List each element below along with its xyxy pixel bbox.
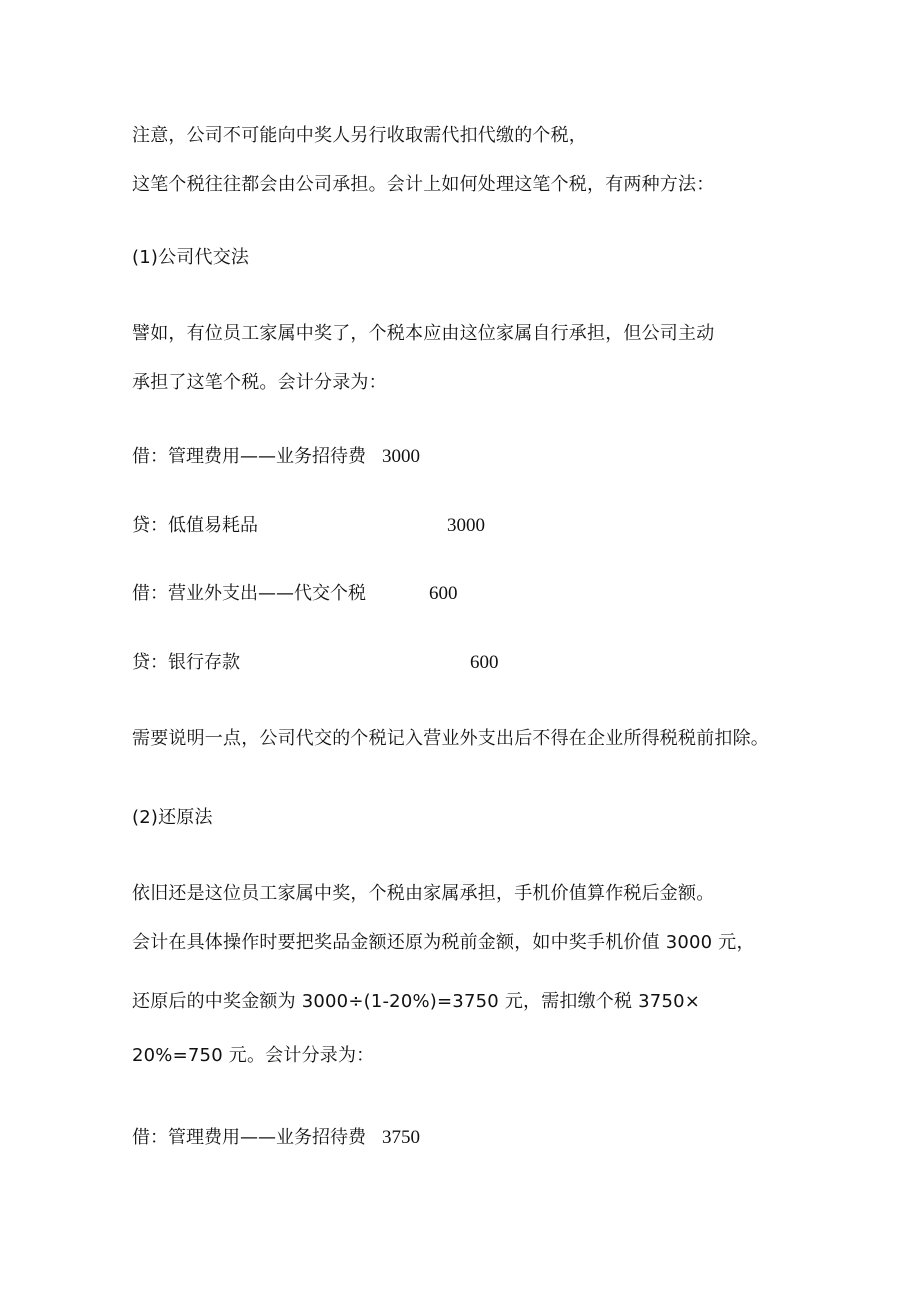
paragraph-example-2b: 会计在具体操作时要把奖品金额还原为税前金额，如中奖手机价值 3000 元， (132, 932, 755, 953)
journal-entry-row (132, 445, 832, 469)
paragraph-example-2a: 依旧还是这位员工家属中奖，个税由家属承担，手机价值算作税后金额。 (132, 883, 715, 904)
journal-entry-row (132, 582, 832, 606)
paragraph-two-methods: 这笔个税往往都会由公司承担。会计上如何处理这笔个税，有两种方法： (132, 174, 715, 195)
journal-entry-row (132, 1126, 832, 1150)
journal-entry-label: 借：营业外支出——代交个税 (132, 583, 366, 604)
paragraph-example-2c: 还原后的中奖金额为 3000÷(1-20%)=3750 元，需扣缴个税 3750× (132, 991, 701, 1012)
journal-entry-row (132, 514, 832, 538)
journal-entry-label: 贷：银行存款 (132, 652, 240, 673)
journal-entry-amount: 3750 (382, 1127, 420, 1148)
paragraph-example-1b: 承担了这笔个税。会计分录为： (132, 372, 387, 393)
journal-entry-amount: 3000 (447, 515, 485, 536)
journal-entry-amount: 600 (470, 652, 499, 673)
heading-method-2: (2)还原法 (132, 807, 213, 828)
journal-entry-row (132, 651, 832, 675)
heading-method-1: (1)公司代交法 (132, 247, 250, 268)
journal-entry-label: 借：管理费用——业务招待费 (132, 446, 366, 467)
journal-entry-label: 贷：低值易耗品 (132, 515, 258, 536)
journal-entry-label: 借：管理费用——业务招待费 (132, 1127, 366, 1148)
journal-entry-amount: 3000 (382, 446, 420, 467)
paragraph-example-1a: 譬如，有位员工家属中奖了，个税本应由这位家属自行承担，但公司主动 (132, 323, 715, 344)
journal-entry-amount: 600 (429, 583, 458, 604)
paragraph-example-2d: 20%=750 元。会计分录为： (132, 1045, 375, 1066)
paragraph-tax-note: 需要说明一点，公司代交的个税记入营业外支出后不得在企业所得税税前扣除。 (132, 728, 769, 749)
paragraph-note: 注意，公司不可能向中奖人另行收取需代扣代缴的个税， (132, 125, 587, 146)
